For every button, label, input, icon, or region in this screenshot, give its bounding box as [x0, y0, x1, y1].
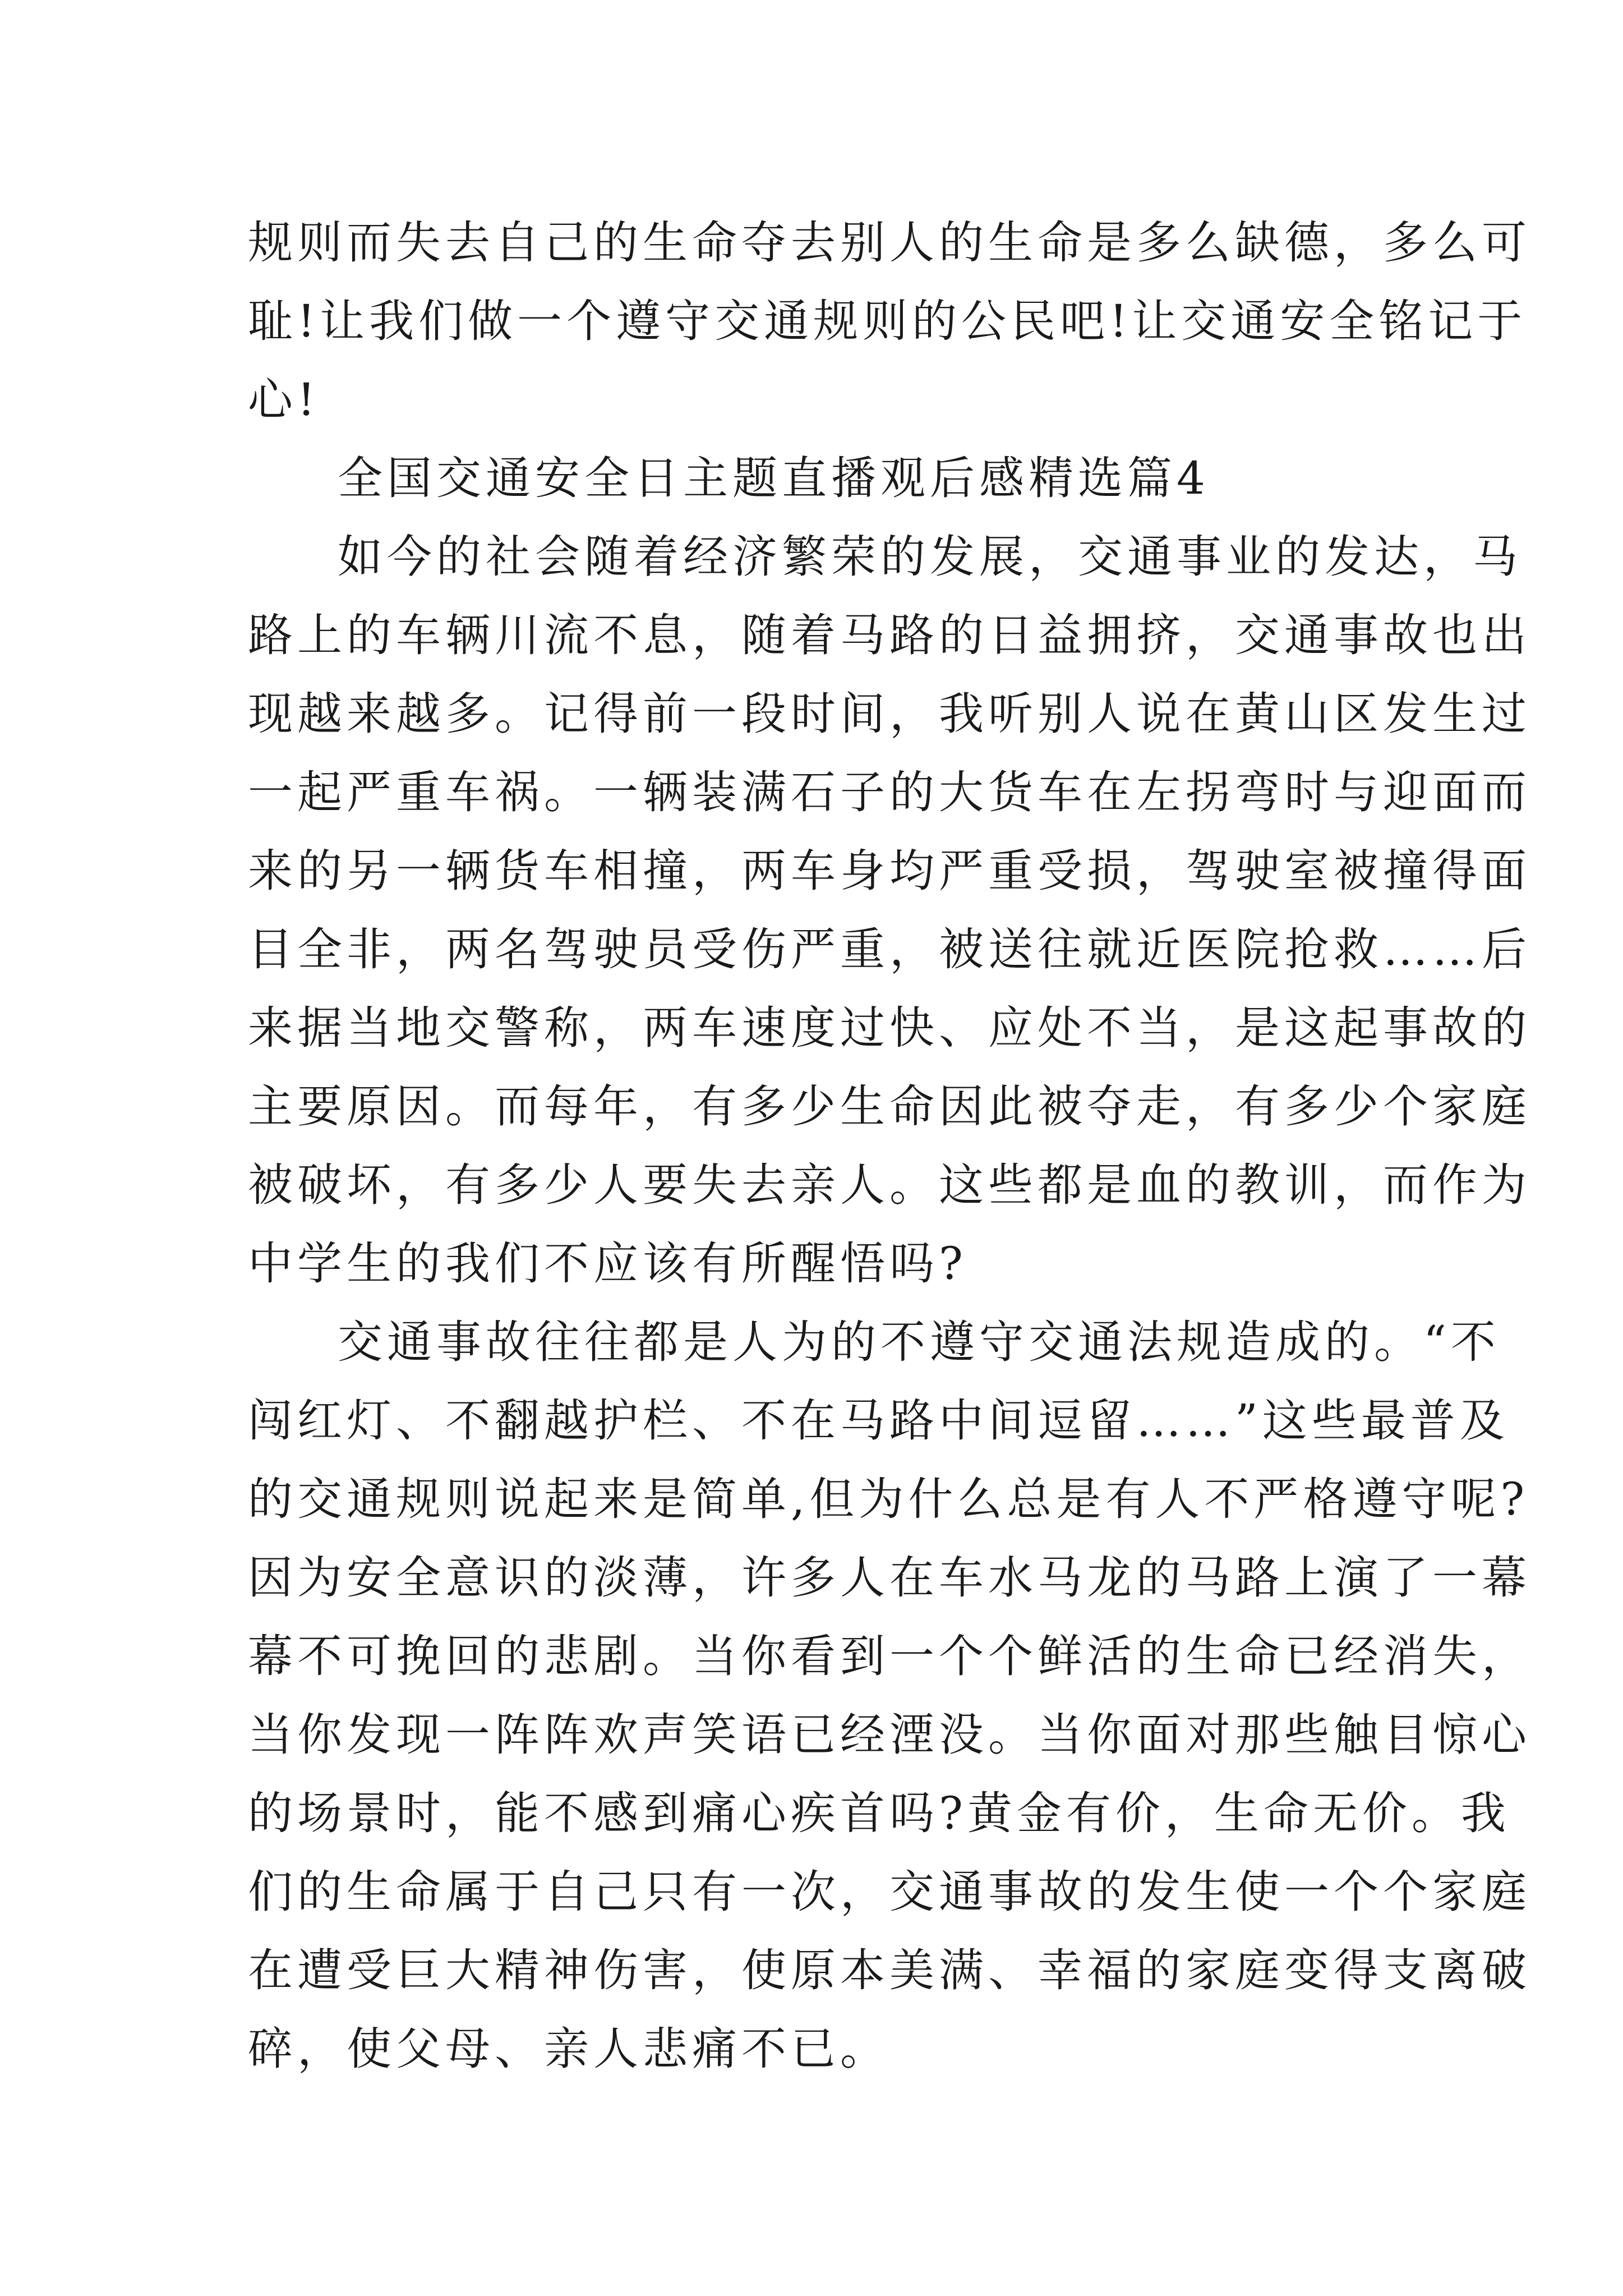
section-heading: 全国交通安全日主题直播观后感精选篇4	[338, 452, 1210, 504]
text-line: 中学生的我们不应该有所醒悟吗?	[248, 1237, 967, 1290]
text-line: 交通事故往往都是人为的不遵守交通法规造成的。“不	[338, 1316, 1500, 1368]
text-line: 被破坏，有多少人要失去亲人。这些都是血的教训，而作为	[248, 1159, 1531, 1211]
text-line: 规则而失去自己的生命夺去别人的生命是多么缺德，多么可	[248, 217, 1531, 269]
text-line: 现越来越多。记得前一段时间，我听别人说在黄山区发生过	[248, 688, 1531, 740]
text-line: 来据当地交警称，两车速度过快、应处不当，是这起事故的	[248, 1002, 1531, 1054]
text-line: 主要原因。而每年，有多少生命因此被夺走，有多少个家庭	[248, 1080, 1531, 1133]
text-line: 的场景时，能不感到痛心疾首吗?黄金有价，生命无价。我	[248, 1787, 1510, 1839]
text-line: 的交通规则说起来是简单,但为什么总是有人不严格遵守呢?	[248, 1473, 1529, 1525]
text-line: 因为安全意识的淡薄，许多人在车水马龙的马路上演了一幕	[248, 1552, 1531, 1604]
text-line: 幕不可挽回的悲剧。当你看到一个个鲜活的生命已经消失，	[248, 1630, 1531, 1682]
text-line: 心!	[248, 374, 320, 426]
text-line: 路上的车辆川流不息，随着马路的日益拥挤，交通事故也出	[248, 609, 1531, 661]
text-line: 闯红灯、不翻越护栏、不在马路中间逗留……”这些最普及	[248, 1395, 1509, 1447]
text-line: 如今的社会随着经济繁荣的发展，交通事业的发达，马	[338, 531, 1522, 583]
text-line: 碎，使父母、亲人悲痛不已。	[248, 2023, 889, 2075]
text-line: 来的另一辆货车相撞，两车身均严重受损，驾驶室被撞得面	[248, 845, 1531, 897]
text-line: 耻!让我们做一个遵守交通规则的公民吧!让交通安全铭记于	[248, 295, 1527, 347]
text-line: 在遭受巨大精神伤害，使原本美满、幸福的家庭变得支离破	[248, 1944, 1531, 1996]
text-line: 当你发现一阵阵欢声笑语已经湮没。当你面对那些触目惊心	[248, 1709, 1531, 1761]
text-line: 目全非，两名驾驶员受伤严重，被送往就近医院抢救……后	[248, 923, 1531, 976]
text-line: 们的生命属于自己只有一次，交通事故的发生使一个个家庭	[248, 1866, 1531, 1918]
text-line: 一起严重车祸。一辆装满石子的大货车在左拐弯时与迎面而	[248, 766, 1531, 818]
